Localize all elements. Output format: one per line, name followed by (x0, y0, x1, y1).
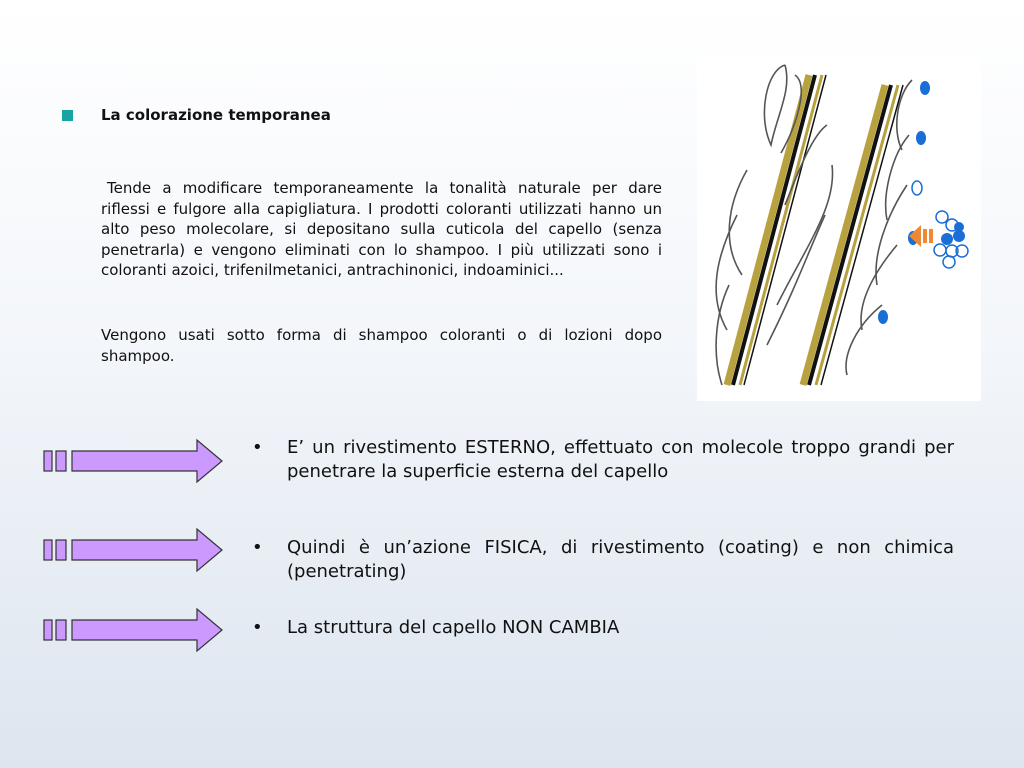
paragraph-usage: Vengono usati sotto forma di shampoo coloranti o di lozioni dopo shampoo. (101, 326, 662, 365)
bullet-row-1 (0, 438, 1024, 488)
hair-shaft-right (803, 80, 912, 385)
bullet-text-physical-action: Quindi è un’azione FISICA, di rivestimento (coating) e non chimica (penetrating) (287, 537, 954, 582)
teal-square-icon (62, 110, 73, 121)
slide-title-row (62, 106, 331, 124)
striped-right-arrow-icon (42, 607, 226, 653)
bullet-row-3 (0, 607, 1024, 657)
bullet-symbol: • (252, 437, 263, 458)
hair-cuticle-figure (697, 55, 981, 401)
striped-right-arrow-icon (42, 527, 226, 573)
paragraph-description: Tende a modificare temporaneamente la tonalità naturale per dare riflessi e fulgore alla capigliatura. I prodotti coloranti utilizzati hanno un alto peso molecolare, si depositano sulla cuticola del capello (senza penetrarla) e vengono eliminati con lo shampoo. I più utilizzati sono i coloranti azoici, trifenilmetanici, antrachinonici, indoaminici... (101, 179, 662, 279)
blue-molecules (878, 81, 968, 324)
bullet-symbol: • (252, 537, 263, 558)
slide-title: La colorazione temporanea (101, 106, 331, 124)
bullet-row-2 (0, 527, 1024, 582)
hair-cuticle-diagram (697, 55, 981, 401)
bullet-text-external-coating: E’ un rivestimento ESTERNO, effettuato con molecole troppo grandi per penetrare la superficie esterna del capello (287, 437, 954, 482)
bullet-text-structure-unchanged: La struttura del capello NON CAMBIA (287, 617, 620, 638)
bullet-symbol: • (252, 617, 263, 638)
striped-right-arrow-icon (42, 438, 226, 484)
